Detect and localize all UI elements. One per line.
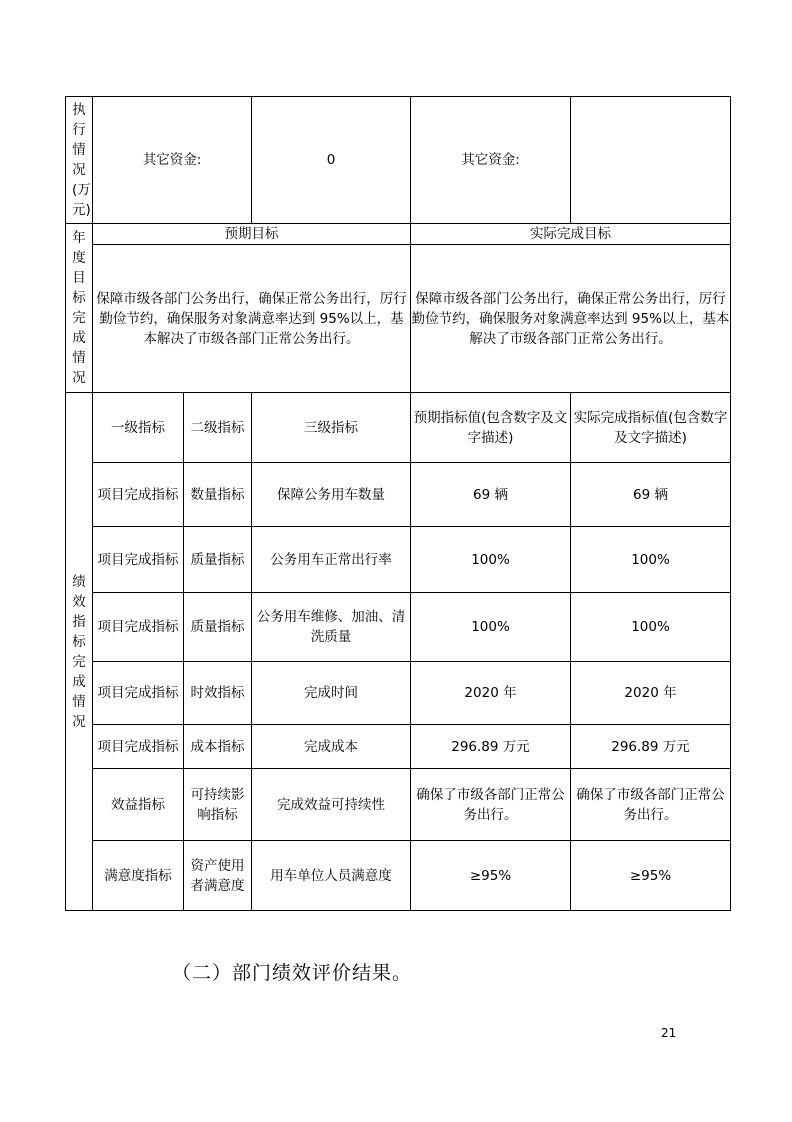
- table-row: [66, 593, 731, 662]
- row-level1: 效益指标: [93, 769, 184, 841]
- section-heading: （二）部门绩效评价结果。: [172, 962, 413, 984]
- row-expected: 2020 年: [411, 662, 571, 725]
- table-row: [66, 662, 731, 725]
- table-row: [66, 841, 731, 911]
- row-level1: 项目完成指标: [93, 662, 184, 725]
- row-level3: 保障公务用车数量: [252, 463, 411, 527]
- actual-goal-text: 保障市级各部门公务出行，确保正常公务出行，厉行勤俭节约，确保服务对象满意率达到 95%以上，基本解决了市级各部门正常公务出行。: [411, 245, 731, 393]
- indicator-header-row: [66, 393, 731, 463]
- header-actual: 实际完成指标值(包含数字及文字描述): [571, 393, 731, 463]
- annual-goal-text-row: [66, 245, 731, 393]
- row-level3: 完成效益可持续性: [252, 769, 411, 841]
- actual-goal-header: 实际完成目标: [411, 224, 731, 245]
- header-level3: 三级指标: [252, 393, 411, 463]
- header-level2: 二级指标: [184, 393, 252, 463]
- header-level1: 一级指标: [93, 393, 184, 463]
- row-level3: 公务用车维修、加油、清洗质量: [252, 593, 411, 662]
- table-row: [66, 527, 731, 593]
- row-expected: ≥95%: [411, 841, 571, 911]
- table-row: [66, 463, 731, 527]
- row-actual: 确保了市级各部门正常公务出行。: [571, 769, 731, 841]
- row-level2: 可持续影响指标: [184, 769, 252, 841]
- row-expected: 确保了市级各部门正常公务出行。: [411, 769, 571, 841]
- funds-side-label: 执行情况(万元): [66, 97, 93, 224]
- row-actual: 100%: [571, 593, 731, 662]
- other-funds-value-right: [571, 97, 731, 224]
- annual-side-label: 年度目标完成情况: [66, 224, 93, 393]
- expected-goal-text: 保障市级各部门公务出行，确保正常公务出行，厉行勤俭节约，确保服务对象满意率达到 95%以上，基本解决了市级各部门正常公务出行。: [93, 245, 411, 393]
- other-funds-row: [66, 97, 731, 224]
- row-level2: 资产使用者满意度: [184, 841, 252, 911]
- row-actual: 100%: [571, 527, 731, 593]
- row-level3: 公务用车正常出行率: [252, 527, 411, 593]
- row-actual: 296.89 万元: [571, 725, 731, 769]
- row-level2: 时效指标: [184, 662, 252, 725]
- row-level2: 数量指标: [184, 463, 252, 527]
- row-level3: 完成时间: [252, 662, 411, 725]
- header-expected: 预期指标值(包含数字及文字描述): [411, 393, 571, 463]
- performance-table: [65, 96, 731, 911]
- page-number: 21: [661, 1026, 677, 1040]
- row-level1: 项目完成指标: [93, 593, 184, 662]
- table-row: [66, 769, 731, 841]
- other-funds-value-left: 0: [252, 97, 411, 224]
- row-level1: 满意度指标: [93, 841, 184, 911]
- row-level1: 项目完成指标: [93, 725, 184, 769]
- row-level2: 成本指标: [184, 725, 252, 769]
- row-actual: 2020 年: [571, 662, 731, 725]
- row-level2: 质量指标: [184, 527, 252, 593]
- expected-goal-header: 预期目标: [93, 224, 411, 245]
- row-level3: 用车单位人员满意度: [252, 841, 411, 911]
- performance-side-label: 绩效指标完成情况: [66, 393, 93, 911]
- row-level3: 完成成本: [252, 725, 411, 769]
- annual-goal-header-row: [66, 224, 731, 245]
- row-level1: 项目完成指标: [93, 463, 184, 527]
- row-expected: 296.89 万元: [411, 725, 571, 769]
- row-level1: 项目完成指标: [93, 527, 184, 593]
- row-expected: 100%: [411, 593, 571, 662]
- row-actual: ≥95%: [571, 841, 731, 911]
- table-row: [66, 725, 731, 769]
- row-expected: 100%: [411, 527, 571, 593]
- other-funds-label-left: 其它资金:: [93, 97, 252, 224]
- row-level2: 质量指标: [184, 593, 252, 662]
- other-funds-label-right: 其它资金:: [411, 97, 571, 224]
- row-actual: 69 辆: [571, 463, 731, 527]
- row-expected: 69 辆: [411, 463, 571, 527]
